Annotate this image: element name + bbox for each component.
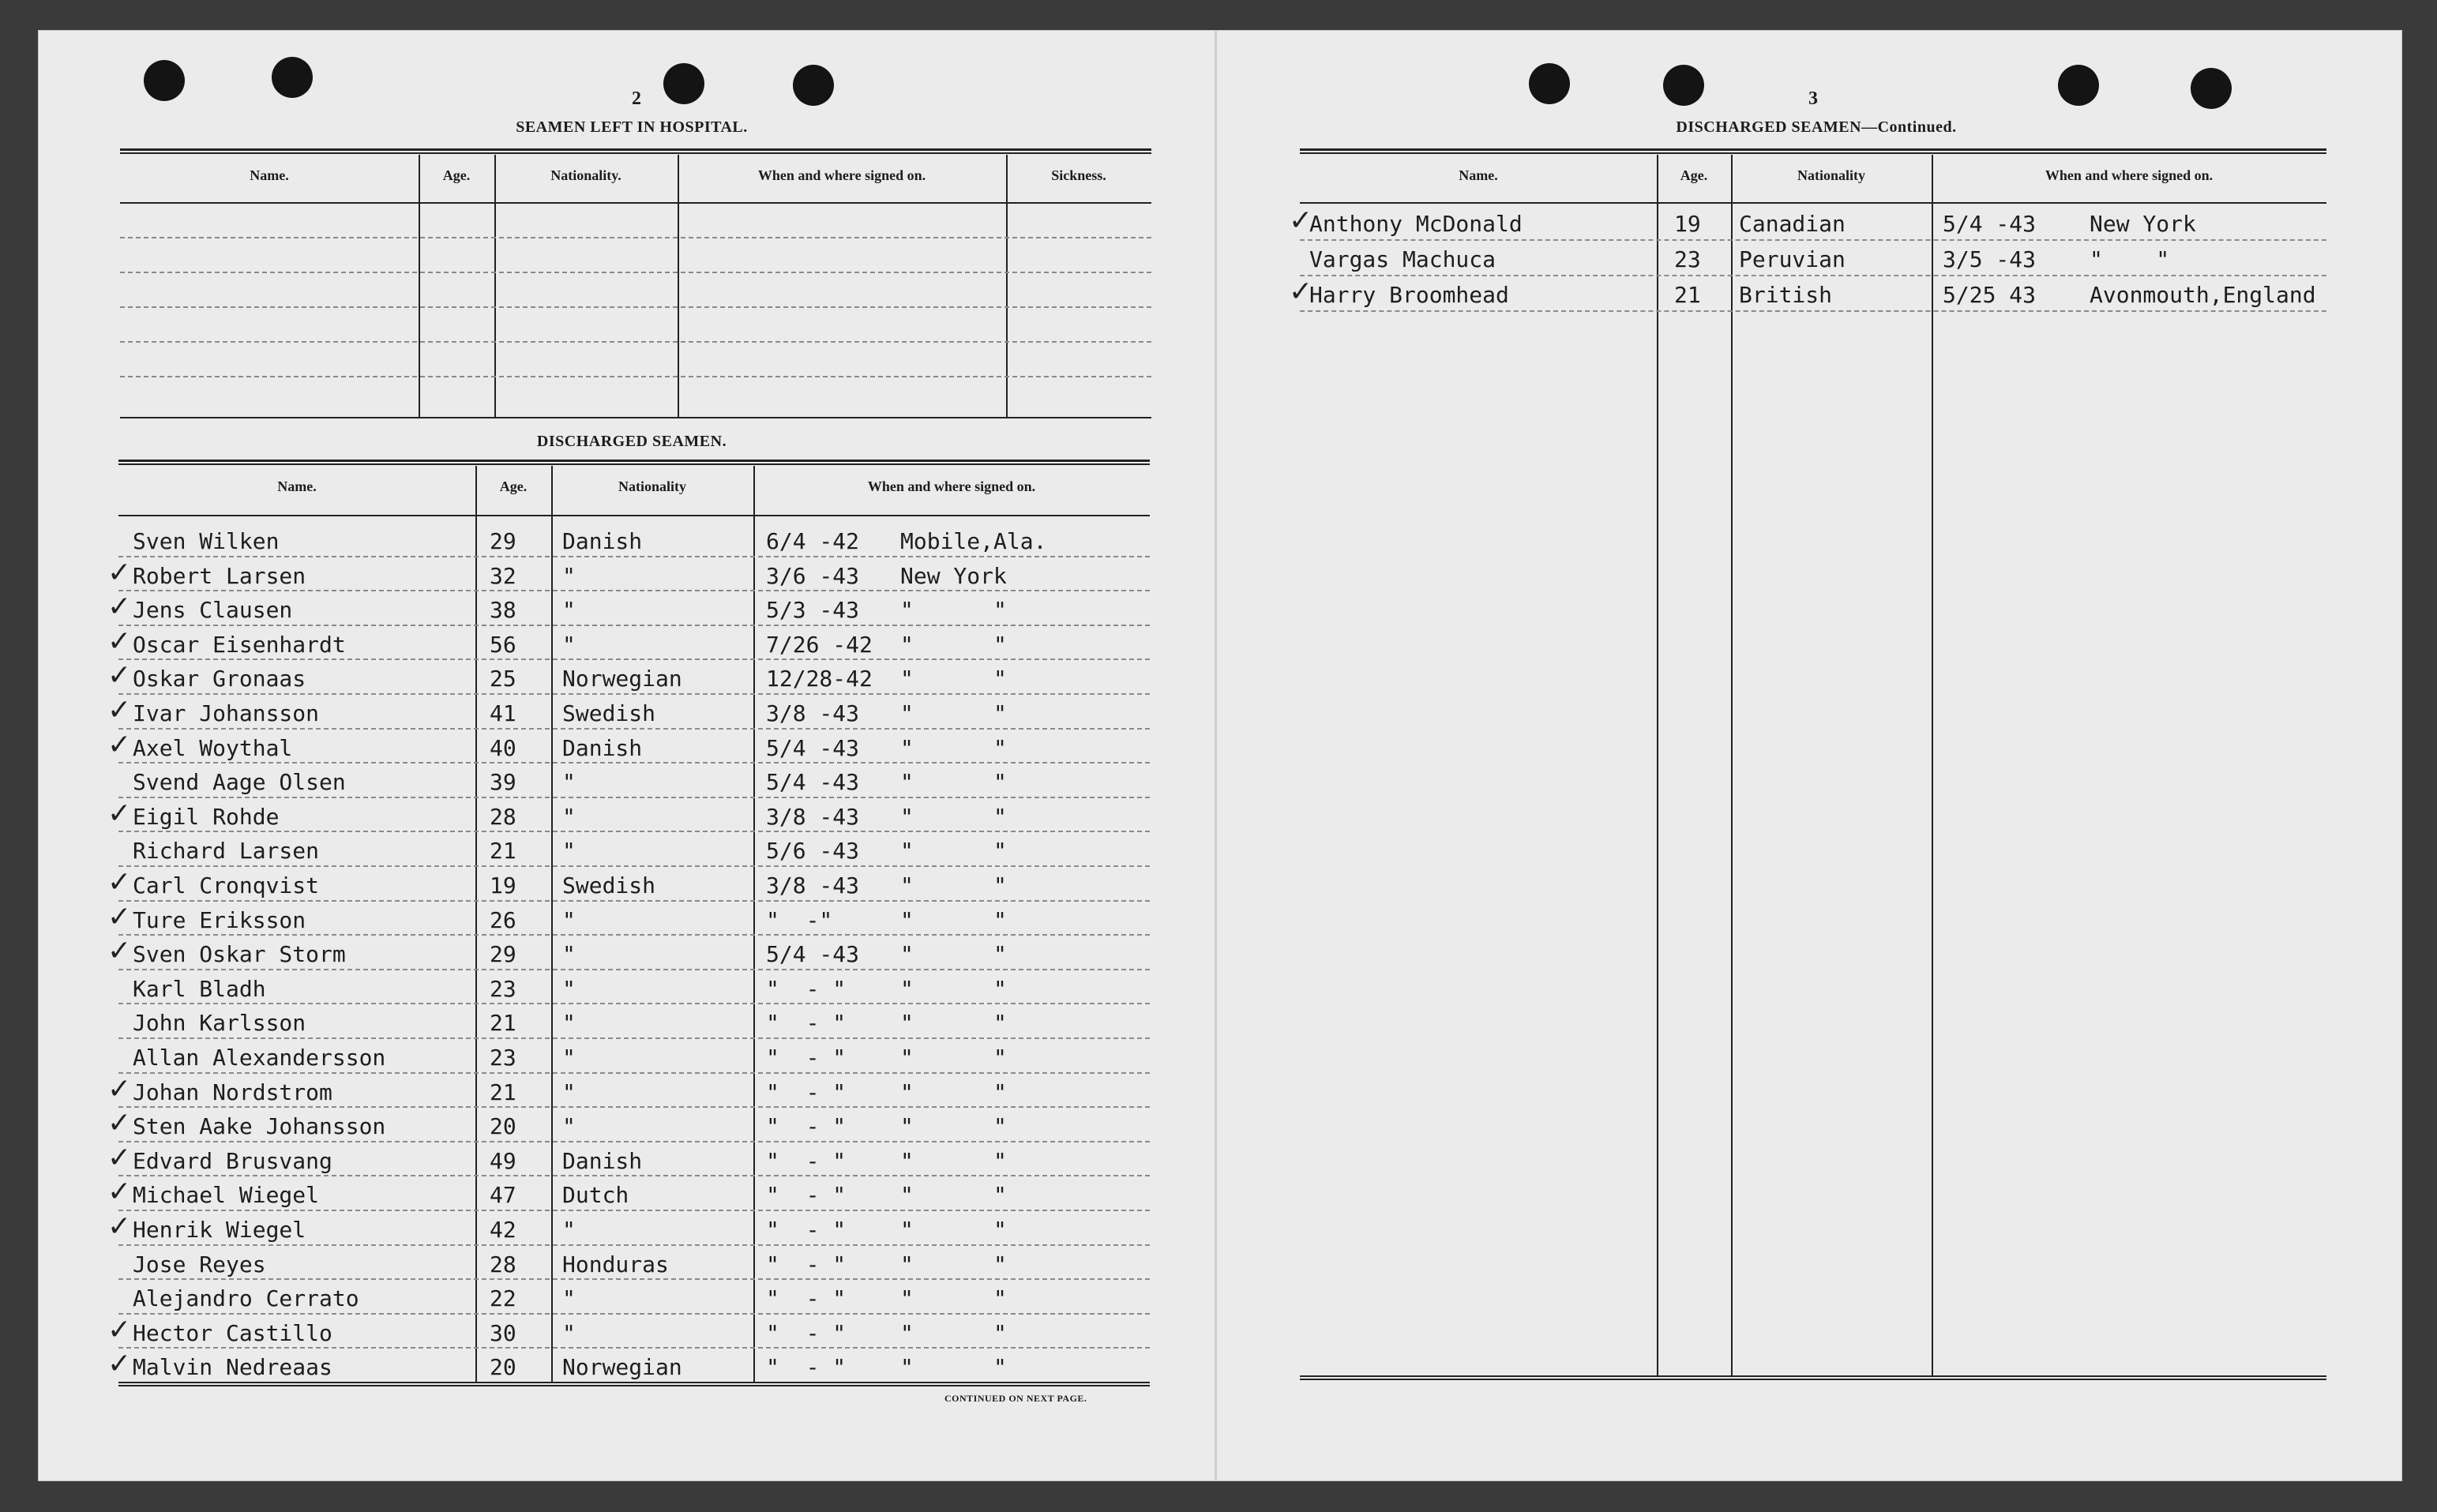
seaman-nationality: ": [562, 803, 576, 830]
checkmark: ✓: [107, 1107, 132, 1140]
seaman-nationality: Danish: [562, 734, 643, 761]
signed-on-date: 3/8 -43: [766, 803, 860, 830]
signed-on-date: " - ": [766, 1147, 847, 1174]
binder-hole: [272, 57, 313, 98]
seaman-name: Hector Castillo: [133, 1319, 332, 1346]
seaman-age: 47: [490, 1182, 516, 1209]
seaman-age: 28: [490, 1251, 516, 1278]
signed-on-date: " - ": [766, 1010, 847, 1037]
seaman-name: Eigil Rohde: [133, 803, 280, 830]
seaman-name: Svend Aage Olsen: [133, 769, 346, 796]
signed-on-place: " ": [900, 597, 1007, 624]
signed-on-place: " ": [900, 975, 1007, 1002]
signed-on-date: " - ": [766, 1251, 847, 1278]
seaman-age: 23: [490, 975, 516, 1002]
seaman-age: 32: [490, 562, 516, 589]
seaman-nationality: Norwegian: [562, 666, 682, 692]
signed-on-date: " - ": [766, 1285, 847, 1312]
signed-on-place: " ": [900, 1113, 1007, 1140]
binder-hole: [1529, 63, 1570, 104]
seaman-nationality: ": [562, 906, 576, 933]
signed-on-date: 5/25 43: [1943, 282, 2037, 308]
hospital-table: [120, 148, 1151, 422]
seaman-name: Oscar Eisenhardt: [133, 631, 346, 658]
discharged-heading: DISCHARGED SEAMEN.: [536, 433, 727, 450]
seaman-nationality: Danish: [562, 528, 643, 554]
seaman-name: Malvin Nedreaas: [133, 1354, 332, 1381]
discharged-col-signed-on: When and where signed on.: [867, 478, 1036, 494]
seaman-age: 56: [490, 631, 516, 658]
signed-on-date: " - ": [766, 1217, 847, 1243]
checkmark: ✓: [107, 935, 132, 968]
signed-on-date: 5/6 -43: [766, 838, 860, 865]
signed-on-date: " -": [766, 906, 833, 933]
binder-hole: [2058, 65, 2099, 106]
seaman-nationality: ": [562, 1079, 576, 1105]
seaman-age: 20: [490, 1113, 516, 1140]
page-number-right: 3: [1808, 88, 1818, 109]
seaman-age: 23: [1674, 246, 1701, 272]
binder-hole: [793, 65, 834, 106]
seaman-nationality: ": [562, 838, 576, 865]
seaman-name: Allan Alexandersson: [133, 1045, 386, 1071]
signed-on-date: 3/8 -43: [766, 700, 860, 726]
seaman-age: 29: [490, 528, 516, 554]
seaman-age: 28: [490, 803, 516, 830]
right-col-age: Age.: [1680, 167, 1708, 183]
signed-on-date: 5/4 -43: [766, 734, 860, 761]
seaman-name: Michael Wiegel: [133, 1182, 320, 1209]
seaman-name: Ivar Johansson: [133, 700, 320, 726]
signed-on-place: " ": [900, 1147, 1007, 1174]
signed-on-place: " ": [900, 1010, 1007, 1037]
binder-hole: [1663, 65, 1704, 106]
continued-note: CONTINUED ON NEXT PAGE.: [944, 1393, 1087, 1404]
seaman-name: Karl Bladh: [133, 975, 266, 1002]
seaman-nationality: Swedish: [562, 872, 656, 899]
right-col-nationality: Nationality: [1797, 167, 1865, 183]
signed-on-date: " - ": [766, 1319, 847, 1346]
seaman-nationality: Canadian: [1739, 211, 1846, 237]
seaman-age: 21: [490, 1079, 516, 1105]
seaman-name: Johan Nordstrom: [133, 1079, 332, 1105]
seaman-nationality: ": [562, 1217, 576, 1243]
signed-on-place: Avonmouth,England: [2090, 282, 2316, 308]
discharged-table-left: [107, 460, 1150, 1391]
signed-on-place: New York: [2090, 211, 2196, 237]
seaman-name: Jens Clausen: [133, 597, 293, 624]
checkmark: ✓: [1289, 276, 1313, 308]
signed-on-place: " ": [900, 700, 1007, 726]
checkmark: ✓: [107, 797, 132, 830]
checkmark: ✓: [107, 1072, 132, 1105]
checkmark: ✓: [107, 556, 132, 589]
signed-on-place: " ": [900, 872, 1007, 899]
signed-on-date: 5/4 -43: [766, 941, 860, 968]
seaman-age: 21: [490, 1010, 516, 1037]
checkmark: ✓: [107, 625, 132, 658]
page-fold: [1215, 30, 1217, 1481]
seaman-name: Edvard Brusvang: [133, 1147, 332, 1174]
signed-on-date: " - ": [766, 1079, 847, 1105]
signed-on-place: " ": [900, 1045, 1007, 1071]
heading-sub: —Continued.: [1861, 118, 1957, 136]
seaman-age: 41: [490, 700, 516, 726]
signed-on-date: 5/4 -43: [766, 769, 860, 796]
signed-on-date: 3/5 -43: [1943, 246, 2037, 272]
signed-on-place: " ": [900, 769, 1007, 796]
seaman-age: 40: [490, 734, 516, 761]
checkmark: ✓: [107, 728, 132, 761]
seaman-nationality: Danish: [562, 1147, 643, 1174]
seaman-nationality: ": [562, 631, 576, 658]
hospital-heading: SEAMEN LEFT IN HOSPITAL.: [516, 118, 748, 136]
seaman-name: Anthony McDonald: [1309, 211, 1523, 237]
discharged-continued-heading: [1579, 118, 2053, 137]
checkmark: ✓: [107, 659, 132, 692]
signed-on-date: " - ": [766, 975, 847, 1002]
seaman-nationality: ": [562, 1045, 576, 1071]
seaman-name: Sven Wilken: [133, 528, 280, 554]
right-col-name: Name.: [1459, 167, 1498, 183]
signed-on-place: New York: [900, 562, 1007, 589]
seaman-age: 21: [1674, 282, 1701, 308]
hospital-col-nationality: Nationality.: [550, 167, 621, 183]
seaman-age: 21: [490, 838, 516, 865]
seaman-nationality: Peruvian: [1739, 246, 1846, 272]
seaman-nationality: ": [562, 769, 576, 796]
binder-hole: [144, 60, 185, 101]
seaman-nationality: Norwegian: [562, 1354, 682, 1381]
seaman-age: 25: [490, 666, 516, 692]
seaman-name: Oskar Gronaas: [133, 666, 306, 692]
signed-on-place: " ": [900, 1319, 1007, 1346]
signed-on-date: 7/26 -42: [766, 631, 873, 658]
seaman-name: Richard Larsen: [133, 838, 320, 865]
signed-on-place: " ": [900, 1217, 1007, 1243]
seaman-name: Axel Woythal: [133, 734, 293, 761]
checkmark: ✓: [107, 591, 132, 624]
seaman-age: 19: [1674, 211, 1701, 237]
seaman-nationality: Swedish: [562, 700, 656, 726]
discharged-col-age: Age.: [499, 478, 528, 494]
seaman-age: 26: [490, 906, 516, 933]
hospital-col-name: Name.: [250, 167, 289, 183]
signed-on-place: " ": [900, 1354, 1007, 1381]
seaman-name: Ture Eriksson: [133, 906, 306, 933]
seaman-name: Alejandro Cerrato: [133, 1285, 359, 1312]
checkmark: ✓: [107, 1141, 132, 1174]
signed-on-place: " ": [900, 666, 1007, 692]
discharged-col-nationality: Nationality: [618, 478, 686, 494]
seaman-name: Robert Larsen: [133, 562, 306, 589]
seaman-age: 49: [490, 1147, 516, 1174]
signed-on-date: " - ": [766, 1182, 847, 1209]
seaman-name: Sten Aake Johansson: [133, 1113, 386, 1140]
seaman-nationality: ": [562, 1285, 576, 1312]
seaman-age: 23: [490, 1045, 516, 1071]
discharged-table-right: [1289, 148, 2326, 1388]
seaman-nationality: ": [562, 975, 576, 1002]
checkmark: ✓: [107, 1210, 132, 1243]
checkmark: ✓: [107, 900, 132, 933]
seaman-age: 30: [490, 1319, 516, 1346]
signed-on-place: " ": [2090, 246, 2170, 272]
signed-on-date: 5/3 -43: [766, 597, 860, 624]
checkmark: ✓: [107, 694, 132, 726]
signed-on-date: 3/8 -43: [766, 872, 860, 899]
hospital-col-sickness: Sickness.: [1051, 167, 1106, 183]
checkmark: ✓: [1289, 204, 1313, 237]
heading-main: DISCHARGED SEAMEN: [1676, 118, 1862, 136]
signed-on-place: " ": [900, 631, 1007, 658]
signed-on-place: " ": [900, 734, 1007, 761]
seaman-nationality: Honduras: [562, 1251, 669, 1278]
seaman-age: 42: [490, 1217, 516, 1243]
checkmark: ✓: [107, 1176, 132, 1209]
discharged-col-name: Name.: [277, 478, 317, 494]
right-col-signed-on: When and where signed on.: [2045, 167, 2214, 183]
seaman-name: Sven Oskar Storm: [133, 941, 346, 968]
signed-on-place: " ": [900, 838, 1007, 865]
seaman-age: 39: [490, 769, 516, 796]
signed-on-place: Mobile,Ala.: [900, 528, 1047, 554]
seaman-nationality: ": [562, 1319, 576, 1346]
binder-hole: [2191, 68, 2232, 109]
seaman-nationality: ": [562, 941, 576, 968]
signed-on-place: " ": [900, 941, 1007, 968]
binder-hole: [663, 63, 704, 104]
checkmark: ✓: [107, 1348, 132, 1381]
signed-on-place: " ": [900, 1182, 1007, 1209]
signed-on-place: " ": [900, 803, 1007, 830]
seaman-nationality: ": [562, 1010, 576, 1037]
seaman-name: Vargas Machuca: [1309, 246, 1496, 272]
signed-on-place: " ": [900, 1285, 1007, 1312]
signed-on-place: " ": [900, 1079, 1007, 1105]
seaman-name: Henrik Wiegel: [133, 1217, 306, 1243]
seaman-nationality: ": [562, 597, 576, 624]
signed-on-date: " - ": [766, 1354, 847, 1381]
signed-on-date: 3/6 -43: [766, 562, 860, 589]
seaman-age: 22: [490, 1285, 516, 1312]
seaman-name: John Karlsson: [133, 1010, 306, 1037]
hospital-col-age: Age.: [442, 167, 471, 183]
checkmark: ✓: [107, 1313, 132, 1346]
seaman-nationality: British: [1739, 282, 1833, 308]
checkmark: ✓: [107, 866, 132, 899]
seaman-name: Carl Cronqvist: [133, 872, 320, 899]
signed-on-date: 6/4 -42: [766, 528, 860, 554]
seaman-nationality: ": [562, 1113, 576, 1140]
seaman-age: 29: [490, 941, 516, 968]
seaman-name: Harry Broomhead: [1309, 282, 1509, 308]
seaman-nationality: ": [562, 562, 576, 589]
page-number-left: 2: [632, 88, 641, 109]
seaman-name: Jose Reyes: [133, 1251, 266, 1278]
seaman-age: 19: [490, 872, 516, 899]
hospital-col-signed-on: When and where signed on.: [757, 167, 926, 183]
seaman-age: 20: [490, 1354, 516, 1381]
signed-on-place: " ": [900, 1251, 1007, 1278]
signed-on-date: 12/28-42: [766, 666, 873, 692]
signed-on-date: 5/4 -43: [1943, 211, 2037, 237]
signed-on-date: " - ": [766, 1113, 847, 1140]
signed-on-date: " - ": [766, 1045, 847, 1071]
signed-on-place: " ": [900, 906, 1007, 933]
seaman-age: 38: [490, 597, 516, 624]
seaman-nationality: Dutch: [562, 1182, 629, 1209]
